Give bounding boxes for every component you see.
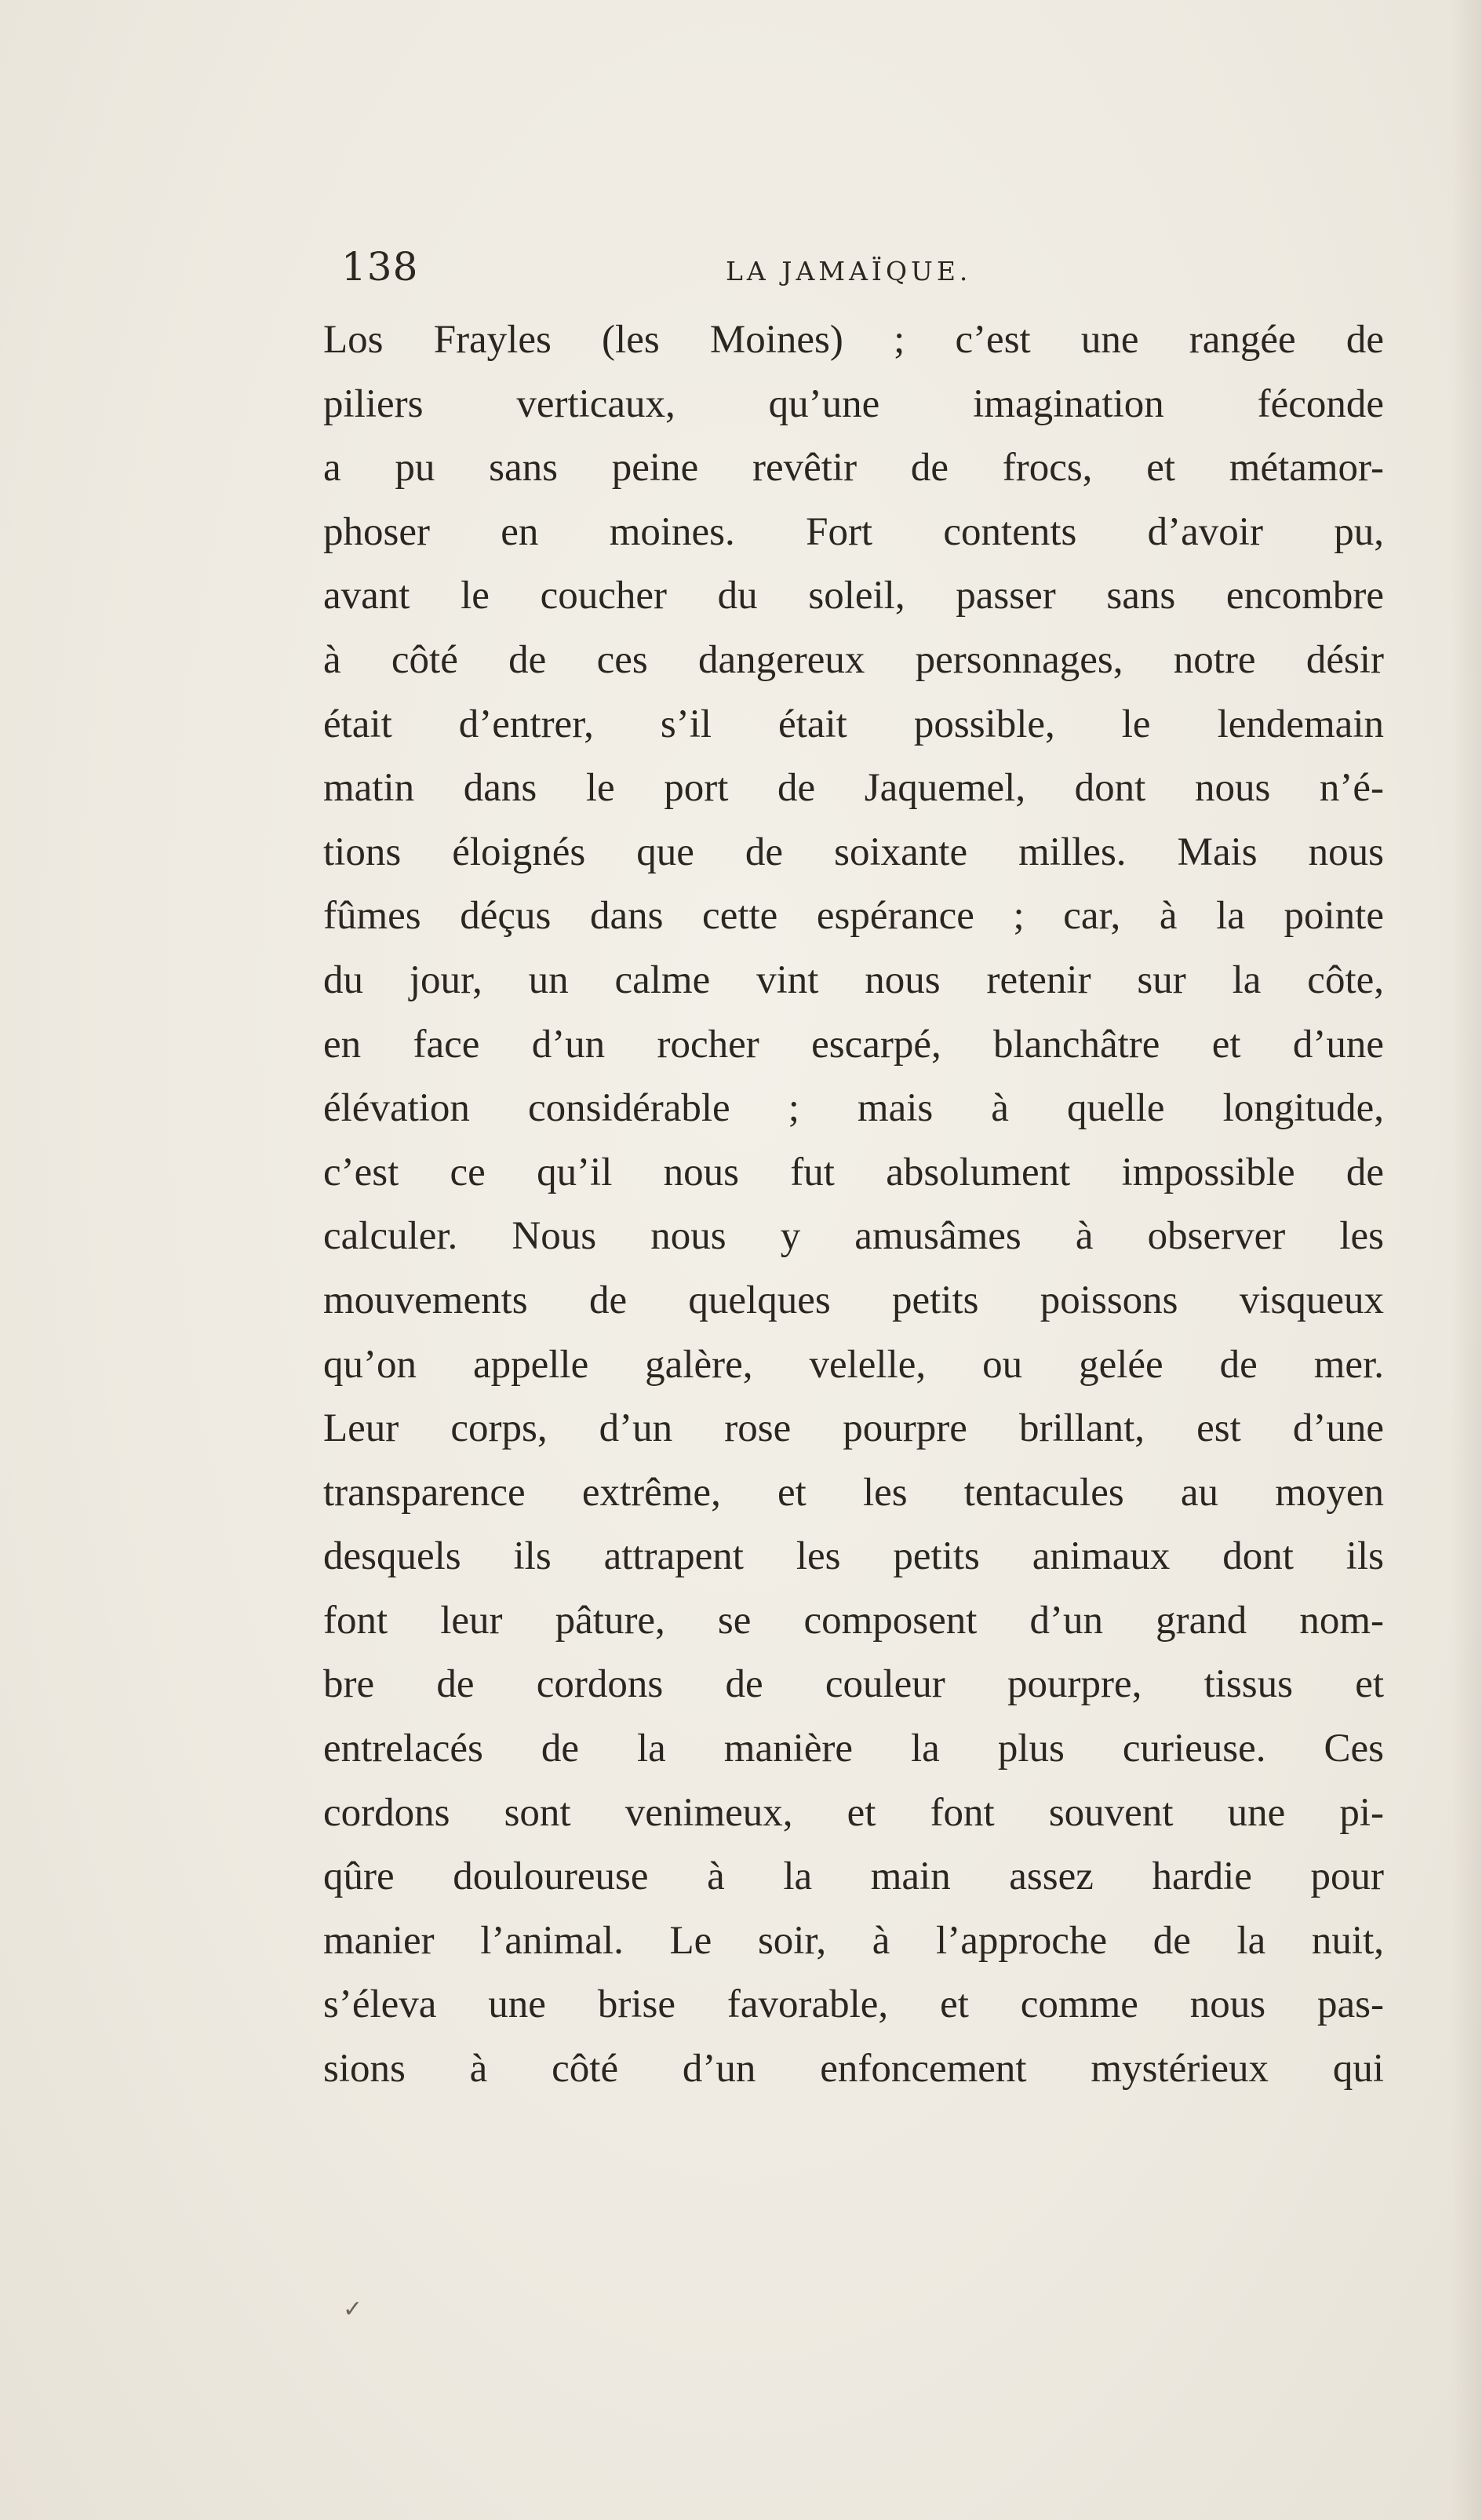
text-line: à côté de ces dangereux personnages, notre désir bbox=[323, 637, 1384, 682]
text-line: entrelacés de la manière la plus curieuse. Ces bbox=[323, 1727, 1384, 1771]
text-line: font leur pâture, se composent d’un grand nom- bbox=[323, 1598, 1384, 1643]
text-line: qûre douloureuse à la main assez hardie pour bbox=[323, 1854, 1384, 1899]
page-header bbox=[341, 235, 1377, 298]
text-line: mouvements de quelques petits poissons visqueux bbox=[323, 1278, 1384, 1322]
text-line: fûmes déçus dans cette espérance ; car, à la pointe bbox=[323, 894, 1384, 939]
text-line: piliers verticaux, qu’une imagination féconde bbox=[323, 381, 1384, 426]
text-line: tions éloignés que de soixante milles. Mais nous bbox=[323, 830, 1384, 874]
text-line: calculer. Nous nous y amusâmes à observer les bbox=[323, 1214, 1384, 1259]
text-line: avant le coucher du soleil, passer sans encombre bbox=[323, 574, 1384, 618]
text-line: en face d’un rocher escarpé, blanchâtre et d’une bbox=[323, 1022, 1384, 1067]
text-line: transparence extrême, et les tentacules au moyen bbox=[323, 1470, 1384, 1515]
text-line: cordons sont venimeux, et font souvent une pi- bbox=[323, 1790, 1384, 1835]
text-line: sions à côté d’un enfoncement mystérieux qui bbox=[323, 2047, 1384, 2091]
text-line: bre de cordons de couleur pourpre, tissus et bbox=[323, 1662, 1384, 1707]
text-line: Los Frayles (les Moines) ; c’est une rangée de bbox=[323, 318, 1384, 362]
running-head: LA JAMAÏQUE. bbox=[726, 256, 972, 286]
text-line: manier l’animal. Le soir, à l’approche de la nuit, bbox=[323, 1918, 1384, 1963]
printer-mark: ✓ bbox=[343, 2296, 363, 2323]
text-line: desquels ils attrapent les petits animaux dont ils bbox=[323, 1534, 1384, 1579]
text-line: élévation considérable ; mais à quelle longitude, bbox=[323, 1086, 1384, 1131]
text-line: c’est ce qu’il nous fut absolument impossible de bbox=[323, 1150, 1384, 1194]
text-line: a pu sans peine revêtir de frocs, et métamor- bbox=[323, 446, 1384, 491]
text-line: du jour, un calme vint nous retenir sur la côte, bbox=[323, 957, 1384, 1002]
text-line: s’éleva une brise favorable, et comme nous pas- bbox=[323, 1982, 1384, 2027]
text-line: qu’on appelle galère, velelle, ou gelée de mer. bbox=[323, 1342, 1384, 1387]
page-number: 138 bbox=[341, 244, 419, 290]
body-text bbox=[323, 308, 1384, 2102]
text-line: Leur corps, d’un rose pourpre brillant, est d’une bbox=[323, 1406, 1384, 1451]
text-line: était d’entrer, s’il était possible, le lendemain bbox=[323, 702, 1384, 746]
text-line: phoser en moines. Fort contents d’avoir pu, bbox=[323, 509, 1384, 554]
page-edge-shadow bbox=[1451, 0, 1482, 2520]
text-line: matin dans le port de Jaquemel, dont nous n’é- bbox=[323, 766, 1384, 811]
